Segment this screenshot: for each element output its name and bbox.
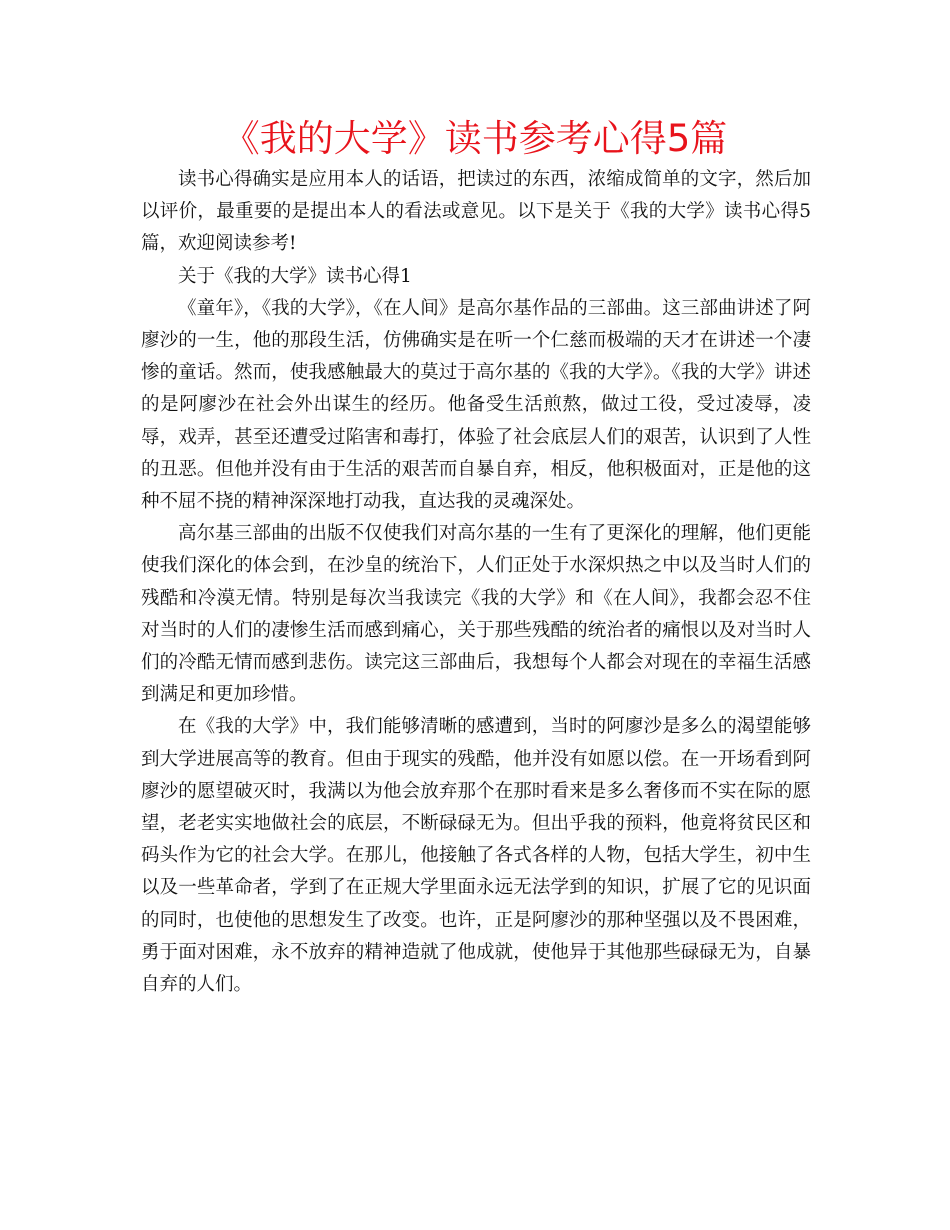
body-paragraph: 在《我的大学》中，我们能够清晰的感遭到，当时的阿廖沙是多么的渴望能够到大学进展高等的教育。但由于现实的残酷，他并没有如愿以偿。在一开场看到阿廖沙的愿望破灭时，我满以为他会放弃那个在那时看来是多么奢侈而不实在际的愿望，老老实实地做社会的底层，不断碌碌无为。但出乎我的预料，他竟将贫民区和码头作为它的社会大学。在那儿，他接触了各式各样的人物，包括大学生，初中生以及一些革命者，学到了在正规大学里面永远无法学到的知识，扩展了它的见识面的同时，也使他的思想发生了改变。也许，正是阿廖沙的那种坚强以及不畏困难，勇于面对困难，永不放弃的精神造就了他成就，使他异于其他那些碌碌无为，自暴自弃的人们。 <box>141 716 811 996</box>
body-paragraph: 高尔基三部曲的出版不仅使我们对高尔基的一生有了更深化的理解，他们更能使我们深化的体会到，在沙皇的统治下，人们正处于水深炽热之中以及当时人们的残酷和冷漠无情。特别是每次当我读完《我的大学》和《在人间》，我都会忍不住对当时的人们的凄惨生活而感到痛心，关于那些残酷的统治者的痛恨以及对当时人们的冷酷无情而感到悲伤。读完这三部曲后，我想每个人都会对现在的幸福生活感到满足和更加珍惜。 <box>141 523 811 706</box>
body-paragraph: 《童年》，《我的大学》，《在人间》是高尔基作品的三部曲。这三部曲讲述了阿廖沙的一生，他的那段生活，仿佛确实是在听一个仁慈而极端的天才在讲述一个凄惨的童话。然而，使我感触最大的莫过于高尔基的《我的大学》。《我的大学》讲述的是阿廖沙在社会外出谋生的经历。他备受生活煎熬，做过工役，受过凌辱，凌辱，戏弄，甚至还遭受过陷害和毒打，体验了社会底层人们的艰苦，认识到了人性的丑恶。但他并没有由于生活的艰苦而自暴自弃，相反，他积极面对，正是他的这种不屈不挠的精神深深地打动我，直达我的灵魂深处。 <box>141 297 811 513</box>
document-title: 《我的大学》读书参考心得5篇 <box>222 117 728 160</box>
section-heading: 关于《我的大学》读书心得1 <box>178 265 412 287</box>
document-body <box>141 164 811 1001</box>
intro-paragraph: 读书心得确实是应用本人的话语，把读过的东西，浓缩成简单的文字，然后加以评价，最重要的是提出本人的看法或意见。以下是关于《我的大学》读书心得5篇，欢迎阅读参考! <box>141 169 811 255</box>
